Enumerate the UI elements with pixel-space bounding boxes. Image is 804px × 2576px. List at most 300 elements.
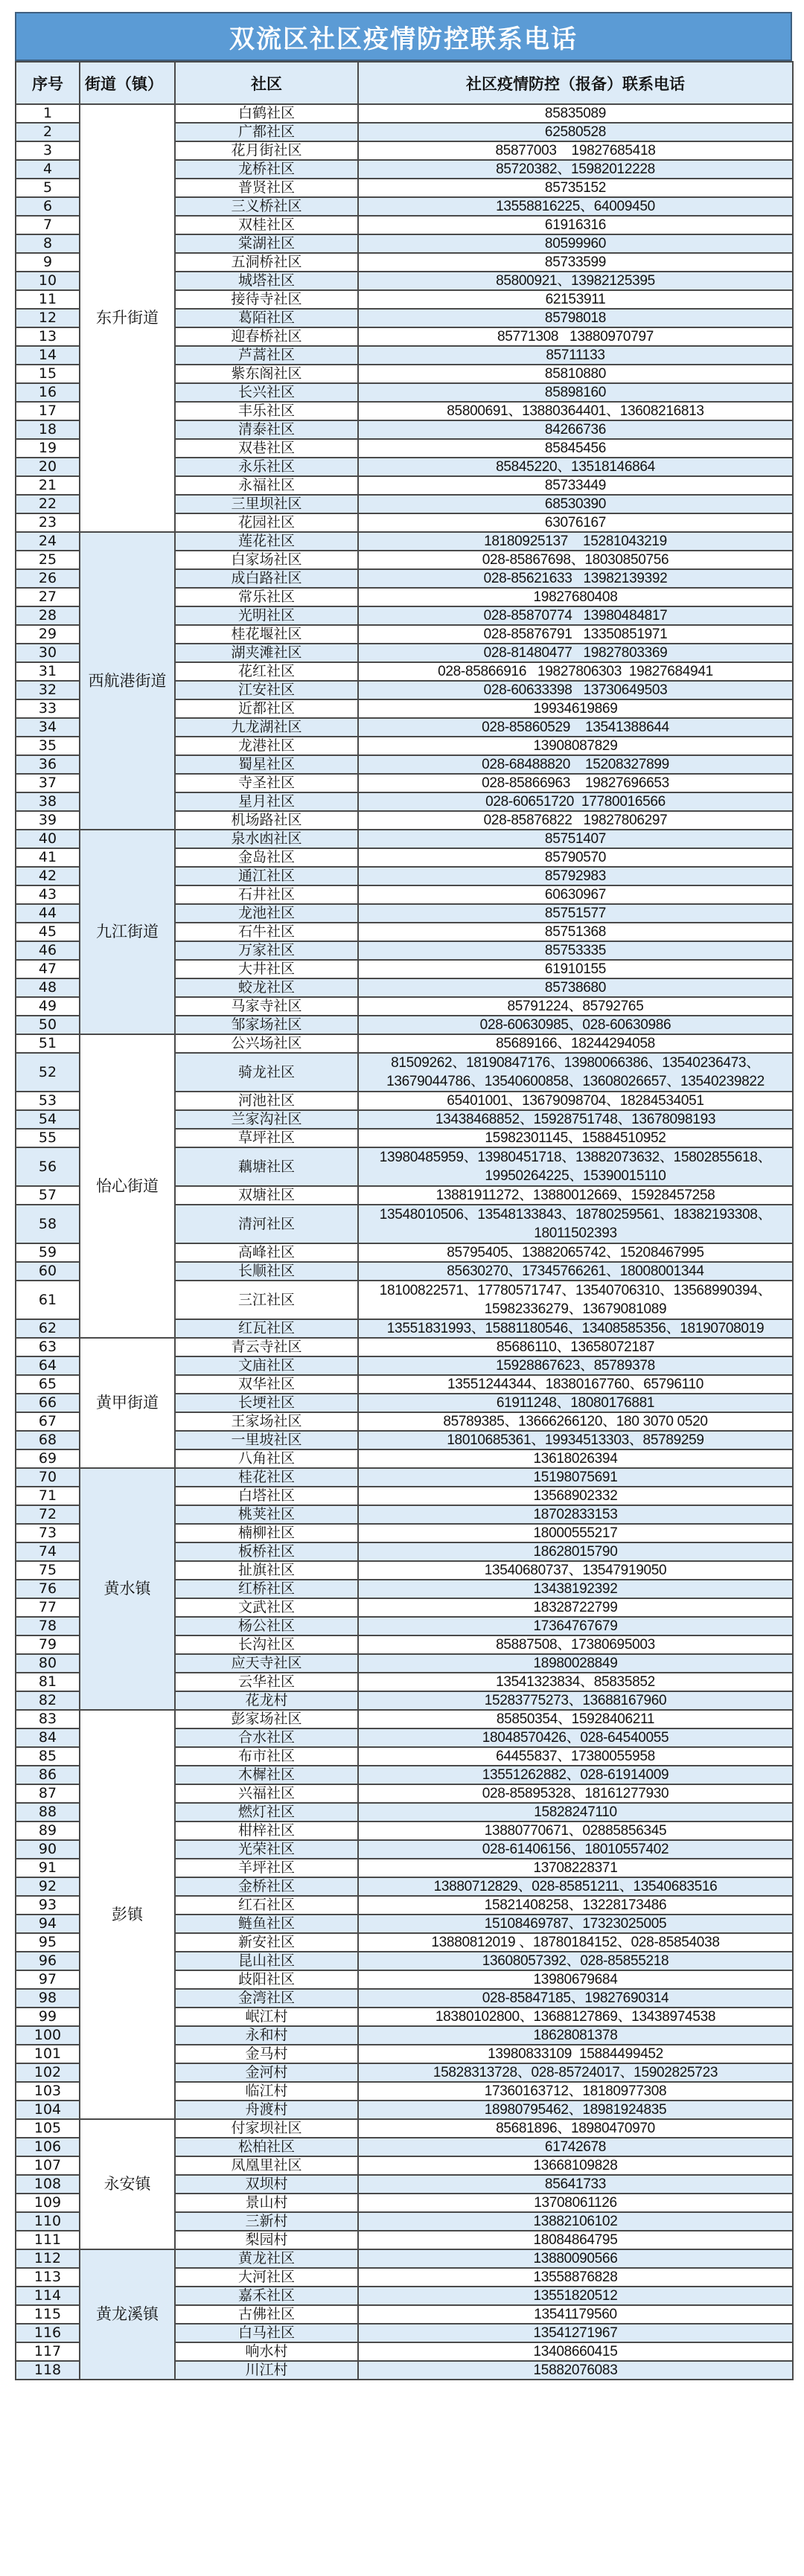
- row-community: 草坪社区: [175, 1129, 358, 1147]
- row-community: 布市社区: [175, 1747, 358, 1766]
- row-seq: 42: [16, 867, 80, 885]
- row-phone: 68530390: [358, 495, 793, 513]
- row-community: 楠柳社区: [175, 1524, 358, 1542]
- row-seq: 61: [16, 1281, 80, 1319]
- row-seq: 20: [16, 458, 80, 476]
- row-phone: 18000555217: [358, 1524, 793, 1542]
- street-cell: 黄水镇: [80, 1468, 175, 1710]
- row-phone: 13668109828: [358, 2156, 793, 2175]
- row-seq: 71: [16, 1487, 80, 1505]
- row-phone: 15928867623、85789378: [358, 1356, 793, 1375]
- row-phone: 18380102800、13688127869、13438974538: [358, 2008, 793, 2026]
- row-phone: 13408660415: [358, 2342, 793, 2361]
- row-community: 三义桥社区: [175, 197, 358, 216]
- row-phone: 61916316: [358, 216, 793, 234]
- row-phone: 13618026394: [358, 1449, 793, 1468]
- row-phone: 62153911: [358, 290, 793, 309]
- row-seq: 35: [16, 737, 80, 755]
- row-phone: 028-85866963 19827696653: [358, 774, 793, 792]
- row-seq: 52: [16, 1053, 80, 1092]
- row-seq: 55: [16, 1129, 80, 1147]
- row-community: 广都社区: [175, 123, 358, 141]
- row-phone: 85686110、13658072187: [358, 1338, 793, 1356]
- row-phone: 028-85895328、18161277930: [358, 1784, 793, 1803]
- row-community: 龙港社区: [175, 737, 358, 755]
- row-seq: 51: [16, 1034, 80, 1053]
- row-seq: 81: [16, 1673, 80, 1691]
- row-phone: 85835089: [358, 104, 793, 123]
- row-phone: 18180925137 15281043219: [358, 532, 793, 551]
- row-community: 永福社区: [175, 476, 358, 495]
- row-seq: 104: [16, 2101, 80, 2119]
- row-seq: 85: [16, 1747, 80, 1766]
- street-cell: 彭镇: [80, 1710, 175, 2119]
- row-community: 八角社区: [175, 1449, 358, 1468]
- table-row: [16, 830, 793, 848]
- row-community: 紫东阁社区: [175, 365, 358, 383]
- row-community: 岷江村: [175, 2008, 358, 2026]
- row-phone: 15982301145、15884510952: [358, 1129, 793, 1147]
- row-phone: 18980795462、18981924835: [358, 2101, 793, 2119]
- row-phone: 15882076083: [358, 2361, 793, 2380]
- row-phone: 18048570426、028-64540055: [358, 1728, 793, 1747]
- row-phone: 80599960: [358, 234, 793, 253]
- row-community: 梨园村: [175, 2231, 358, 2249]
- row-community: 蛟龙社区: [175, 978, 358, 997]
- row-community: 松柏社区: [175, 2138, 358, 2156]
- row-phone: 13880712829、028-85851211、13540683516: [358, 1877, 793, 1896]
- row-phone: 15283775273、13688167960: [358, 1691, 793, 1710]
- row-phone: 15198075691: [358, 1468, 793, 1487]
- row-seq: 90: [16, 1840, 80, 1859]
- row-seq: 75: [16, 1561, 80, 1580]
- row-community: 彭家场社区: [175, 1710, 358, 1728]
- row-seq: 13: [16, 327, 80, 346]
- row-seq: 49: [16, 997, 80, 1016]
- row-seq: 72: [16, 1505, 80, 1524]
- row-community: 近都社区: [175, 699, 358, 718]
- row-community: 河池社区: [175, 1092, 358, 1110]
- row-community: 舟渡村: [175, 2101, 358, 2119]
- row-seq: 68: [16, 1431, 80, 1449]
- row-phone: 85850354、15928406211: [358, 1710, 793, 1728]
- row-seq: 84: [16, 1728, 80, 1747]
- row-community: 桂花社区: [175, 1468, 358, 1487]
- row-seq: 69: [16, 1449, 80, 1468]
- row-phone: 85751407: [358, 830, 793, 848]
- row-phone: 85711133: [358, 346, 793, 365]
- street-cell: 东升街道: [80, 104, 175, 532]
- row-community: 歧阳社区: [175, 1970, 358, 1989]
- row-seq: 11: [16, 290, 80, 309]
- row-seq: 18: [16, 420, 80, 439]
- row-community: 星月社区: [175, 792, 358, 811]
- row-community: 文武社区: [175, 1598, 358, 1617]
- row-phone: 15108469787、17323025005: [358, 1915, 793, 1933]
- row-phone: 13708061126: [358, 2194, 793, 2212]
- row-community: 长兴社区: [175, 383, 358, 402]
- row-phone: 63076167: [358, 513, 793, 532]
- table-row: [16, 2119, 793, 2138]
- row-community: 成白路社区: [175, 569, 358, 588]
- row-community: 桂花堰社区: [175, 625, 358, 644]
- row-seq: 56: [16, 1147, 80, 1186]
- row-phone: 028-61406156、18010557402: [358, 1840, 793, 1859]
- row-seq: 96: [16, 1952, 80, 1970]
- table-body: [16, 104, 793, 2380]
- row-community: 长顺社区: [175, 1262, 358, 1281]
- row-phone: 13708228371: [358, 1859, 793, 1877]
- row-seq: 9: [16, 253, 80, 272]
- row-seq: 53: [16, 1092, 80, 1110]
- row-community: 永和村: [175, 2026, 358, 2045]
- row-phone: 85738680: [358, 978, 793, 997]
- row-seq: 70: [16, 1468, 80, 1487]
- row-phone: 13980833109 15884499452: [358, 2045, 793, 2063]
- row-seq: 92: [16, 1877, 80, 1896]
- row-community: 合水社区: [175, 1728, 358, 1747]
- row-phone: 18628015790: [358, 1542, 793, 1561]
- row-community: 莲花社区: [175, 532, 358, 551]
- row-seq: 83: [16, 1710, 80, 1728]
- header-community: 社区: [175, 62, 358, 104]
- row-seq: 91: [16, 1859, 80, 1877]
- row-phone: 13880812019 、18780184152、028-85854038: [358, 1933, 793, 1952]
- row-phone: 18100822571、17780571747、13540706310、13568990394、15982336279、13679081089: [358, 1281, 793, 1319]
- row-phone: 85681896、18980470970: [358, 2119, 793, 2138]
- row-community: 三里坝社区: [175, 495, 358, 513]
- row-community: 红瓦社区: [175, 1319, 358, 1338]
- row-community: 光明社区: [175, 606, 358, 625]
- table-row: [16, 2249, 793, 2268]
- row-seq: 89: [16, 1822, 80, 1840]
- row-phone: 13541323834、85835852: [358, 1673, 793, 1691]
- row-phone: 85798018: [358, 309, 793, 327]
- row-seq: 16: [16, 383, 80, 402]
- row-seq: 39: [16, 811, 80, 830]
- row-community: 花园社区: [175, 513, 358, 532]
- row-seq: 40: [16, 830, 80, 848]
- row-community: 藕塘社区: [175, 1147, 358, 1186]
- row-community: 接待寺社区: [175, 290, 358, 309]
- row-seq: 74: [16, 1542, 80, 1561]
- row-seq: 116: [16, 2324, 80, 2342]
- row-phone: 85753335: [358, 941, 793, 960]
- row-community: 大井社区: [175, 960, 358, 978]
- row-seq: 34: [16, 718, 80, 737]
- row-seq: 27: [16, 588, 80, 606]
- row-community: 白塔社区: [175, 1487, 358, 1505]
- row-phone: 13882106102: [358, 2212, 793, 2231]
- row-community: 五洞桥社区: [175, 253, 358, 272]
- row-community: 大河社区: [175, 2268, 358, 2287]
- row-seq: 108: [16, 2175, 80, 2194]
- row-community: 通江社区: [175, 867, 358, 885]
- row-phone: 028-85860529 13541388644: [358, 718, 793, 737]
- row-seq: 93: [16, 1896, 80, 1915]
- row-community: 金桥社区: [175, 1877, 358, 1896]
- row-seq: 95: [16, 1933, 80, 1952]
- row-community: 花红社区: [175, 662, 358, 681]
- table-row: [16, 1468, 793, 1487]
- row-community: 蜀星社区: [175, 755, 358, 774]
- row-community: 永乐社区: [175, 458, 358, 476]
- row-phone: 85792983: [358, 867, 793, 885]
- row-community: 嘉禾社区: [175, 2287, 358, 2305]
- row-phone: 13540680737、13547919050: [358, 1561, 793, 1580]
- row-phone: 18980028849: [358, 1654, 793, 1673]
- row-phone: 13541179560: [358, 2305, 793, 2324]
- row-phone: 85689166、18244294058: [358, 1034, 793, 1053]
- row-community: 石牛社区: [175, 923, 358, 941]
- row-seq: 8: [16, 234, 80, 253]
- row-phone: 13880770671、02885856345: [358, 1822, 793, 1840]
- row-community: 清河社区: [175, 1205, 358, 1243]
- row-community: 白家场社区: [175, 551, 358, 569]
- row-phone: 85789385、13666266120、180 3070 0520: [358, 1412, 793, 1431]
- row-community: 兰家沟社区: [175, 1110, 358, 1129]
- row-phone: 62580528: [358, 123, 793, 141]
- row-phone: 15821408258、13228173486: [358, 1896, 793, 1915]
- row-phone: 028-85870774 13980484817: [358, 606, 793, 625]
- row-community: 迎春桥社区: [175, 327, 358, 346]
- row-phone: 85845456: [358, 439, 793, 458]
- row-community: 石井社区: [175, 885, 358, 904]
- row-community: 城塔社区: [175, 272, 358, 290]
- row-community: 川江村: [175, 2361, 358, 2380]
- row-seq: 54: [16, 1110, 80, 1129]
- row-phone: 84266736: [358, 420, 793, 439]
- row-phone: 61910155: [358, 960, 793, 978]
- row-community: 桃荚社区: [175, 1505, 358, 1524]
- row-phone: 65401001、13679098704、18284534051: [358, 1092, 793, 1110]
- row-community: 三新村: [175, 2212, 358, 2231]
- row-phone: 028-81480477 19827803369: [358, 644, 793, 662]
- row-community: 金湾社区: [175, 1989, 358, 2008]
- row-community: 万家社区: [175, 941, 358, 960]
- row-phone: 85733449: [358, 476, 793, 495]
- row-seq: 64: [16, 1356, 80, 1375]
- row-seq: 77: [16, 1598, 80, 1617]
- row-phone: 028-85876791 13350851971: [358, 625, 793, 644]
- row-phone: 81509262、18190847176、13980066386、13540236473、13679044786、13540600858、13608026657、13540239822: [358, 1053, 793, 1092]
- row-community: 长沟社区: [175, 1635, 358, 1654]
- row-seq: 98: [16, 1989, 80, 2008]
- row-community: 黄龙社区: [175, 2249, 358, 2268]
- row-seq: 115: [16, 2305, 80, 2324]
- row-seq: 43: [16, 885, 80, 904]
- row-seq: 86: [16, 1766, 80, 1784]
- row-phone: 19827680408: [358, 588, 793, 606]
- row-seq: 66: [16, 1394, 80, 1412]
- row-seq: 80: [16, 1654, 80, 1673]
- street-cell: 黄甲街道: [80, 1338, 175, 1468]
- row-community: 长埂社区: [175, 1394, 358, 1412]
- row-seq: 2: [16, 123, 80, 141]
- row-community: 白马社区: [175, 2324, 358, 2342]
- row-seq: 24: [16, 532, 80, 551]
- sheet-title: 双流区社区疫情防控联系电话: [15, 12, 792, 61]
- row-phone: 17360163712、18180977308: [358, 2082, 793, 2101]
- row-seq: 28: [16, 606, 80, 625]
- row-phone: 85735152: [358, 179, 793, 197]
- row-community: 双坝村: [175, 2175, 358, 2194]
- header-street: 街道（镇）: [80, 62, 175, 104]
- row-seq: 58: [16, 1205, 80, 1243]
- table-row: [16, 532, 793, 551]
- row-phone: 85845220、13518146864: [358, 458, 793, 476]
- row-phone: 85751368: [358, 923, 793, 941]
- table-row: [16, 1338, 793, 1356]
- row-seq: 117: [16, 2342, 80, 2361]
- row-phone: 13908087829: [358, 737, 793, 755]
- row-community: 骑龙社区: [175, 1053, 358, 1092]
- row-seq: 23: [16, 513, 80, 532]
- row-phone: 61911248、18080176881: [358, 1394, 793, 1412]
- row-phone: 13551831993、15881180546、13408585356、18190708019: [358, 1319, 793, 1338]
- row-phone: 13551262882、028-61914009: [358, 1766, 793, 1784]
- row-community: 杨公社区: [175, 1617, 358, 1635]
- row-phone: 85720382、15982012228: [358, 160, 793, 179]
- row-community: 寺圣社区: [175, 774, 358, 792]
- row-phone: 60630967: [358, 885, 793, 904]
- row-phone: 18702833153: [358, 1505, 793, 1524]
- row-seq: 7: [16, 216, 80, 234]
- row-seq: 15: [16, 365, 80, 383]
- row-seq: 3: [16, 141, 80, 160]
- street-cell: 黄龙溪镇: [80, 2249, 175, 2380]
- row-community: 响水村: [175, 2342, 358, 2361]
- row-seq: 62: [16, 1319, 80, 1338]
- row-phone: 13548010506、13548133843、18780259561、18382193308、18011502393: [358, 1205, 793, 1243]
- row-phone: 17364767679: [358, 1617, 793, 1635]
- row-phone: 18628081378: [358, 2026, 793, 2045]
- row-community: 凤凰里社区: [175, 2156, 358, 2175]
- row-phone: 13608057392、028-85855218: [358, 1952, 793, 1970]
- row-community: 板桥社区: [175, 1542, 358, 1561]
- table-row: [16, 104, 793, 123]
- row-seq: 57: [16, 1186, 80, 1205]
- row-community: 棠湖社区: [175, 234, 358, 253]
- row-community: 昆山社区: [175, 1952, 358, 1970]
- row-community: 白鹤社区: [175, 104, 358, 123]
- row-seq: 46: [16, 941, 80, 960]
- row-phone: 13438468852、15928751748、13678098193: [358, 1110, 793, 1129]
- row-phone: 13558816225、64009450: [358, 197, 793, 216]
- row-phone: 85751577: [358, 904, 793, 923]
- row-community: 丰乐社区: [175, 402, 358, 420]
- row-seq: 21: [16, 476, 80, 495]
- row-community: 文庙社区: [175, 1356, 358, 1375]
- row-community: 金马村: [175, 2045, 358, 2063]
- row-community: 付家坝社区: [175, 2119, 358, 2138]
- row-seq: 99: [16, 2008, 80, 2026]
- row-seq: 82: [16, 1691, 80, 1710]
- row-phone: 028-60633398 13730649503: [358, 681, 793, 699]
- row-phone: 61742678: [358, 2138, 793, 2156]
- row-seq: 112: [16, 2249, 80, 2268]
- row-phone: 028-85876822 19827806297: [358, 811, 793, 830]
- row-community: 邹家场社区: [175, 1016, 358, 1034]
- row-community: 双巷社区: [175, 439, 358, 458]
- row-phone: 13881911272、13880012669、15928457258: [358, 1186, 793, 1205]
- row-seq: 41: [16, 848, 80, 867]
- row-seq: 60: [16, 1262, 80, 1281]
- row-seq: 109: [16, 2194, 80, 2212]
- row-community: 花月街社区: [175, 141, 358, 160]
- row-phone: 85790570: [358, 848, 793, 867]
- row-seq: 32: [16, 681, 80, 699]
- row-community: 羊坪社区: [175, 1859, 358, 1877]
- row-community: 青云寺社区: [175, 1338, 358, 1356]
- row-seq: 12: [16, 309, 80, 327]
- row-phone: 85877003 19827685418: [358, 141, 793, 160]
- row-seq: 44: [16, 904, 80, 923]
- row-seq: 14: [16, 346, 80, 365]
- row-phone: 13438192392: [358, 1580, 793, 1598]
- row-phone: 15828313728、028-85724017、15902825723: [358, 2063, 793, 2082]
- header-row: [16, 62, 793, 104]
- row-community: 公兴场社区: [175, 1034, 358, 1053]
- row-seq: 106: [16, 2138, 80, 2156]
- row-phone: 85733599: [358, 253, 793, 272]
- row-community: 九龙湖社区: [175, 718, 358, 737]
- row-phone: 028-68488820 15208327899: [358, 755, 793, 774]
- row-community: 古佛社区: [175, 2305, 358, 2324]
- row-community: 红石社区: [175, 1896, 358, 1915]
- header-seq: 序号: [16, 62, 80, 104]
- row-phone: 13541271967: [358, 2324, 793, 2342]
- row-seq: 101: [16, 2045, 80, 2063]
- header-phone: 社区疫情防控（报备）联系电话: [358, 62, 793, 104]
- contact-sheet: [15, 12, 792, 2380]
- row-seq: 37: [16, 774, 80, 792]
- row-seq: 50: [16, 1016, 80, 1034]
- row-seq: 30: [16, 644, 80, 662]
- row-phone: 85810880: [358, 365, 793, 383]
- row-phone: 85771308 13880970797: [358, 327, 793, 346]
- contact-table: [15, 61, 794, 2380]
- row-seq: 94: [16, 1915, 80, 1933]
- row-phone: 18084864795: [358, 2231, 793, 2249]
- row-seq: 25: [16, 551, 80, 569]
- row-seq: 38: [16, 792, 80, 811]
- row-phone: 13980679684: [358, 1970, 793, 1989]
- row-seq: 33: [16, 699, 80, 718]
- row-seq: 1: [16, 104, 80, 123]
- row-community: 双华社区: [175, 1375, 358, 1394]
- row-seq: 22: [16, 495, 80, 513]
- row-community: 金河村: [175, 2063, 358, 2082]
- row-phone: 13568902332: [358, 1487, 793, 1505]
- row-community: 应天寺社区: [175, 1654, 358, 1673]
- row-community: 金岛社区: [175, 848, 358, 867]
- row-community: 双塘社区: [175, 1186, 358, 1205]
- row-community: 芦蒿社区: [175, 346, 358, 365]
- row-phone: 18010685361、19934513303、85789259: [358, 1431, 793, 1449]
- row-community: 鲢鱼社区: [175, 1915, 358, 1933]
- row-community: 临江村: [175, 2082, 358, 2101]
- row-phone: 13880090566: [358, 2249, 793, 2268]
- row-phone: 85800921、13982125395: [358, 272, 793, 290]
- row-community: 燃灯社区: [175, 1803, 358, 1822]
- row-seq: 78: [16, 1617, 80, 1635]
- row-seq: 29: [16, 625, 80, 644]
- row-seq: 48: [16, 978, 80, 997]
- row-seq: 17: [16, 402, 80, 420]
- row-seq: 110: [16, 2212, 80, 2231]
- row-phone: 85630270、17345766261、18008001344: [358, 1262, 793, 1281]
